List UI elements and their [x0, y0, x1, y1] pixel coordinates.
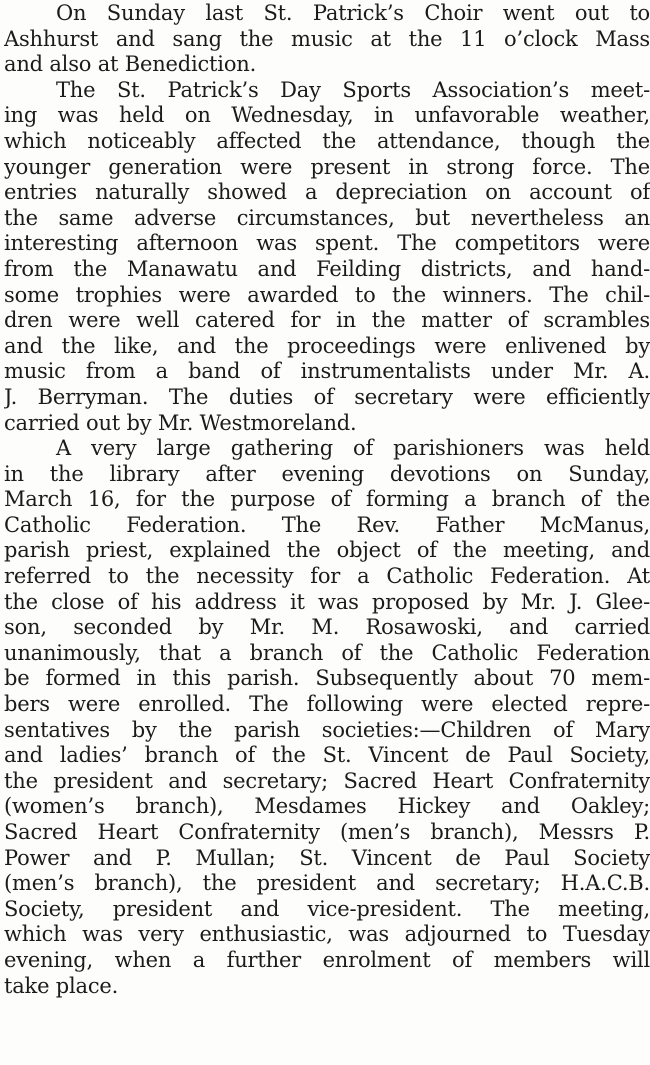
text-line: which noticeably affected the attendance, though the [4, 128, 650, 153]
text-line: music from a band of instrumentalists under Mr. A. [4, 359, 650, 384]
text-line: J. Berryman. The duties of secretary were efficiently [4, 384, 650, 409]
text-line: in the library after evening devotions on Sunday, [4, 461, 650, 486]
text-line: be formed in this parish. Subsequently about 70 mem- [4, 666, 650, 691]
text-line: (men’s branch), the president and secretary; H.A.C.B. [4, 871, 650, 896]
paragraph-sports-association [4, 78, 650, 436]
text-line: Ashhurst and sang the music at the 11 o’clock Mass [4, 26, 650, 51]
text-line: interesting afternoon was spent. The competitors were [4, 231, 650, 256]
text-line: and also at Benediction. [4, 52, 257, 77]
text-line: the same adverse circumstances, but nevertheless an [4, 205, 650, 230]
text-line: carried out by Mr. Westmoreland. [4, 410, 357, 435]
text-line: dren were well catered for in the matter of scrambles [4, 308, 650, 333]
text-line: sentatives by the parish societies:—Children of Mary [4, 717, 650, 742]
text-line: unanimously, that a branch of the Catholic Federation [4, 640, 650, 665]
text-line: some trophies were awarded to the winners. The chil- [4, 282, 650, 307]
text-line: from the Manawatu and Feilding districts, and hand- [4, 256, 650, 281]
text-line: March 16, for the purpose of forming a branch of the [4, 487, 650, 512]
text-line: and the like, and the proceedings were enlivened by [4, 333, 650, 358]
text-line: bers were enrolled. The following were elected repre- [4, 692, 650, 717]
text-line: younger generation were present in strong force. The [4, 154, 650, 179]
text-line: son, seconded by Mr. M. Rosawoski, and carried [4, 615, 650, 640]
text-line: and ladies’ branch of the St. Vincent de Paul Society, [4, 743, 650, 768]
article-column [4, 1, 650, 999]
text-line: take place. [4, 973, 119, 998]
text-line: the president and secretary; Sacred Heart Confraternity [4, 768, 650, 793]
text-line: Sacred Heart Confraternity (men’s branch), Messrs P. [4, 820, 650, 844]
text-line: A very large gathering of parishioners was held [56, 436, 650, 461]
text-line: entries naturally showed a depreciation on account of [4, 180, 650, 205]
text-line: evening, when a further enrolment of members will [4, 947, 650, 972]
text-line: Catholic Federation. The Rev. Father McManus, [4, 512, 650, 537]
text-line: ing was held on Wednesday, in unfavorable weather, [4, 103, 650, 128]
text-line: parish priest, explained the object of the meeting, and [4, 538, 650, 563]
text-line: Power and P. Mullan; St. Vincent de Paul Society [4, 845, 650, 870]
text-line: (women’s branch), Mesdames Hickey and Oakley; [4, 794, 650, 819]
paragraph-choir [4, 1, 650, 78]
text-line: referred to the necessity for a Catholic Federation. At [4, 564, 650, 589]
paragraph-catholic-federation [4, 436, 650, 999]
text-line: which was very enthusiastic, was adjourned to Tuesday [4, 922, 650, 947]
text-line: The St. Patrick’s Day Sports Association’s meet- [56, 77, 650, 102]
text-line: On Sunday last St. Patrick’s Choir went out to [56, 1, 650, 25]
text-line: the close of his address it was proposed by Mr. J. Glee- [4, 589, 650, 614]
text-line: Society, president and vice-president. The meeting, [4, 896, 650, 921]
